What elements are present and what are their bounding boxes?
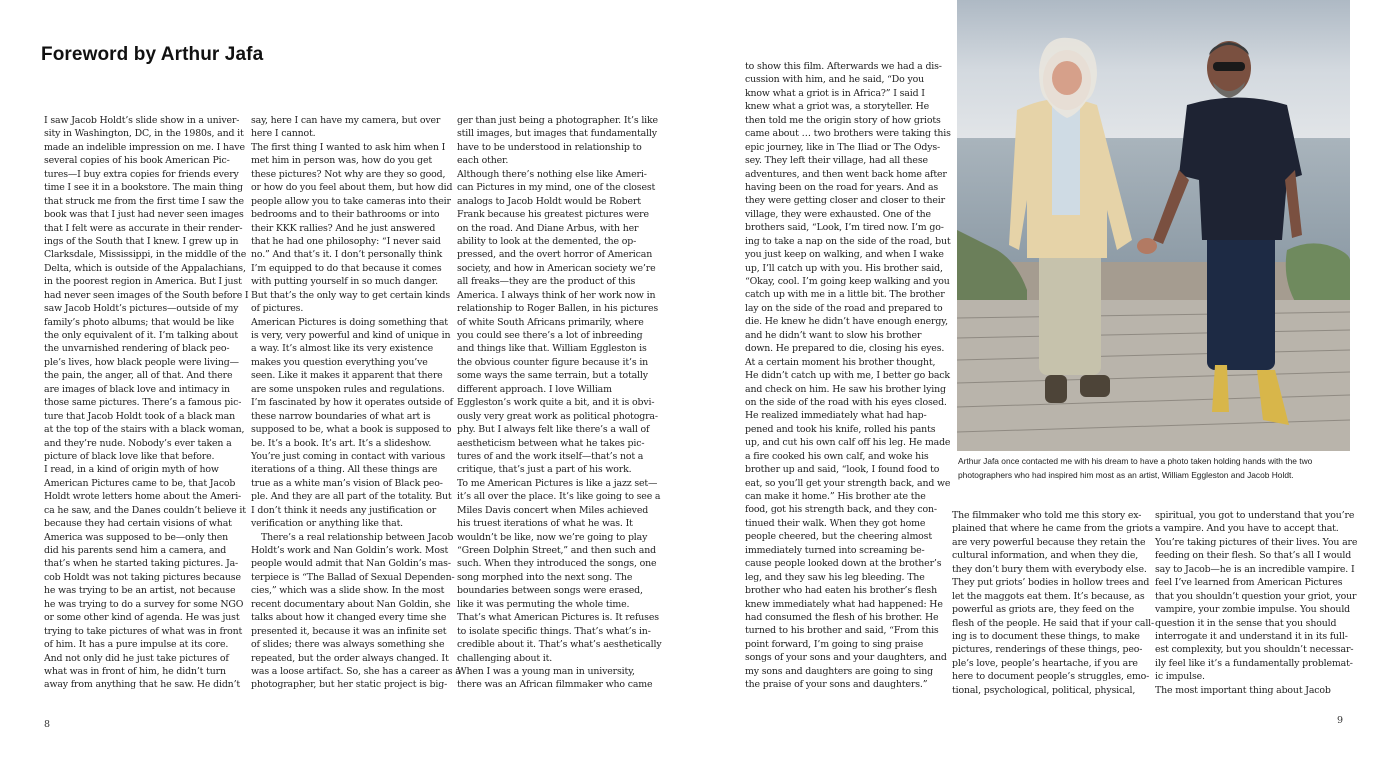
text-line: There’s a real relationship between Jacob <box>261 531 454 543</box>
text-line: He realized immediately what had hap- <box>745 410 927 422</box>
text-line: people would admit that Nan Goldin’s mas- <box>251 558 451 570</box>
text-line: trying to take pictures of what was in front <box>44 625 243 637</box>
text-line: ic impulse. <box>1155 671 1205 683</box>
text-column-1 <box>44 114 249 692</box>
foreword-title: Foreword by Arthur Jafa <box>41 44 264 65</box>
text-line: saw Jacob Holdt’s pictures—outside of my <box>44 303 239 315</box>
text-line: society, and how in American society we’re <box>457 262 656 274</box>
text-line: that’s when he started taking pictures. Ja- <box>44 558 239 570</box>
text-line: to show this film. Afterwards we had a dis- <box>745 61 942 72</box>
photo-jafa-holdt <box>957 0 1350 451</box>
text-line: several copies of his book American Pic- <box>44 155 230 167</box>
text-line: they were getting closer and closer to their <box>745 195 945 207</box>
caption-line-2: photographers who had inspired him most as an artist, William Eggleston and Jacob Holdt. <box>958 469 1294 480</box>
text-line: was a loose artifact. So, she has a career as a <box>251 665 461 677</box>
text-line: or some other kind of agenda. He was just <box>44 612 240 624</box>
text-line: American Pictures is doing something that <box>251 316 448 328</box>
text-line: they don’t bury them with everybody else. <box>952 563 1147 575</box>
text-line: true as a white man’s vision of Black peo- <box>251 477 443 489</box>
text-line: turned to his brother and said, “From this <box>745 625 939 637</box>
text-line: I don’t think it needs any justification or <box>251 504 437 516</box>
text-line: tures of and the work itself—that’s not a <box>457 450 644 462</box>
text-line: ability to look at the demented, the op- <box>457 235 637 247</box>
text-line: be. It’s a book. It’s art. It’s a slideshow. <box>251 437 432 449</box>
text-line: But that’s the only way to get certain kinds <box>251 289 451 301</box>
text-line: ing to take a nap on the side of the road, but <box>745 235 951 247</box>
text-line: did his parents send him a camera, and <box>44 545 227 556</box>
text-line: came about … two brothers were taking this <box>745 128 951 140</box>
text-line: let the maggots eat them. It’s because, as <box>952 590 1145 602</box>
foliage-right <box>1286 243 1350 305</box>
text-line: relationship to Roger Ballen, in his pictures <box>457 303 659 315</box>
text-line: are very powerful because they retain the <box>952 536 1146 548</box>
text-column-5 <box>952 509 1155 697</box>
text-line: The filmmaker who told me this story ex- <box>952 510 1142 521</box>
text-line: That’s what American Pictures is. It refuses <box>457 612 659 624</box>
text-line: adventures, and then went back home after <box>745 168 947 180</box>
text-line: spiritual, you got to understand that you’re <box>1155 510 1355 521</box>
text-line: made an indelible impression on me. I have <box>44 141 245 153</box>
text-line: cause people looked down at the brother’s <box>745 558 942 570</box>
text-line: “Okay, cool. I’m going keep walking and you <box>745 276 950 287</box>
text-line: here I cannot. <box>251 128 316 140</box>
text-line: away from anything that he saw. He didn’t <box>44 679 241 691</box>
text-line: The first thing I wanted to ask him when I <box>251 141 446 153</box>
text-line: can make it home.” His brother ate the <box>745 491 926 502</box>
clasped-hands <box>1137 238 1157 254</box>
text-line: knew immediately what had happened: He <box>745 598 943 610</box>
text-line: feel I’ve learned from American Pictures <box>1155 577 1343 589</box>
text-line: still images, but images that fundamentally <box>457 128 657 140</box>
text-column-6 <box>1155 509 1358 697</box>
text-line: ing is to document these things, to make <box>952 630 1140 642</box>
text-line: I read, in a kind of origin myth of how <box>44 464 219 476</box>
text-line: you just keep on walking, and when I wake <box>745 249 944 261</box>
text-line: pened and took his knife, rolled his pants <box>745 423 936 435</box>
text-line: pressed, and the overt horror of American <box>457 249 653 261</box>
text-line: people cheered, but the cheering almost <box>745 531 932 543</box>
text-line: interrogate it and understand it in its full- <box>1155 630 1348 642</box>
text-line: their KKK rallies? And he just answered <box>251 222 436 234</box>
text-line: feeding on their flesh. So that’s all I would <box>1155 550 1352 562</box>
sky <box>957 0 1350 140</box>
page-number-right: 9 <box>1337 715 1344 726</box>
text-line: You’re taking pictures of their lives. You are <box>1155 536 1358 548</box>
text-line: cob Holdt was not taking pictures because <box>44 571 241 583</box>
text-line: the obvious counter figure because it’s in <box>457 356 649 368</box>
text-line: You’re just coming in contact with various <box>251 450 446 462</box>
text-line: America. I always think of her work now in <box>457 289 656 301</box>
text-line: having been on the road for years. And as <box>745 181 939 193</box>
text-line: like it was permuting the whole time. <box>457 598 630 610</box>
text-line: brothers said, “Look, I’m tired now. I’m go- <box>745 222 944 234</box>
text-line: you could see there’s a lot of inbreeding <box>457 330 643 341</box>
text-line: wouldn’t be like, now we’re going to play <box>457 531 648 543</box>
text-line: recent documentary about Nan Goldin, she <box>251 598 451 610</box>
text-line: challenging about it. <box>457 652 553 664</box>
text-line: up, and cut his own calf off his leg. He made <box>745 437 951 449</box>
text-line: and check on him. He saw his brother lying <box>745 383 946 395</box>
text-column-2 <box>251 114 461 692</box>
text-line: that you shouldn’t question your griot, your <box>1155 590 1357 602</box>
text-line: that I felt were as accurate in their render- <box>44 222 243 234</box>
text-line: song morphed into the next song. The <box>457 571 633 583</box>
text-line: epic journey, like in The Iliad or The Odys- <box>745 141 941 153</box>
text-line: die. He knew he didn’t have enough energy, <box>745 316 948 328</box>
text-line: at the top of the stairs with a black woman, <box>44 424 245 436</box>
text-line: what was in front of him, he didn’t turn <box>44 665 226 677</box>
text-line: his truest iterations of what he was. It <box>457 518 633 530</box>
text-line: ously very great work as political photogra- <box>457 410 658 422</box>
text-line: picture of black love like that before. <box>44 450 215 462</box>
text-line: some ways the same terrain, but a totally <box>457 370 648 382</box>
text-line: all freaks—they are the product of this <box>457 276 636 288</box>
text-line: credible about it. That’s what’s aesthetically <box>457 639 662 651</box>
text-line: and things like that. William Eggleston is <box>457 343 647 355</box>
text-line: Holdt wrote letters home about the Ameri- <box>44 491 242 503</box>
text-line: They put griots’ bodies in hollow trees and <box>952 577 1150 589</box>
text-line: of him. It has a pure impulse at its core. <box>44 639 229 651</box>
text-line: cussion with him, and he said, “Do you <box>745 74 925 86</box>
text-line: that struck me from the first time I saw the <box>44 195 244 207</box>
text-line: ple’s lives, how black people were living— <box>44 356 239 368</box>
text-line: powerful as griots are, they feed on the <box>952 604 1135 616</box>
text-line: to isolate specific things. That’s what’s in- <box>457 625 651 637</box>
text-line: ca he saw, and the Danes couldn’t believe it <box>44 504 246 516</box>
text-line: he was trying to be an artist, not because <box>44 585 236 597</box>
text-line: are images of black love and intimacy in <box>44 383 230 395</box>
text-line: photographer, but her static project is big- <box>251 679 448 691</box>
text-line: knew what a griot was, a storyteller. He <box>745 101 930 113</box>
text-line: say to Jacob—he is an incredible vampire. I <box>1155 563 1355 575</box>
text-line: no.” And that’s it. I don’t personally think <box>251 249 443 261</box>
text-line: leg, and they saw his leg bleeding. The <box>745 571 925 583</box>
text-line: the unvarnished rendering of black peo- <box>44 343 230 355</box>
text-line: these narrow boundaries of what art is <box>251 410 431 422</box>
text-line: had consumed the flesh of his brother. He <box>745 611 939 623</box>
text-line: ture that Jacob Holdt took of a black man <box>44 410 235 422</box>
text-line: met him in person was, how do you get <box>251 155 433 167</box>
photo-caption <box>958 455 1358 482</box>
text-line: the praise of your sons and daughters.” <box>745 679 928 691</box>
text-line: the only equivalent of it. I’m talking about <box>44 330 238 341</box>
text-line: sey. They left their village, had all these <box>745 155 928 167</box>
text-line: plained that where he came from the griots <box>952 523 1153 535</box>
text-line: is very, very powerful and kind of unique in <box>251 330 451 341</box>
text-line: of slides; there was always something she <box>251 639 445 651</box>
text-line: cultural information, and when they die, <box>952 550 1139 562</box>
text-line: say, here I can have my camera, but over <box>251 115 441 126</box>
text-line: aestheticism between what he takes pic- <box>457 437 645 449</box>
text-line: flesh of the people. He said that if your call- <box>952 617 1155 629</box>
text-line: verification or anything like that. <box>251 518 404 530</box>
text-line: these pictures? Not why are they so good, <box>251 168 446 180</box>
text-line: ily feel like it’s a fundamentally problemat- <box>1155 657 1353 669</box>
text-line: had never seen images of the South before I <box>44 289 249 301</box>
text-line: my sons and daughters are going to sing <box>745 665 933 677</box>
text-line: brother up and said, “look, I found food to <box>745 464 940 476</box>
text-column-4 <box>745 60 951 692</box>
text-line: people allow you to take cameras into their <box>251 195 451 207</box>
text-line: Clarksdale, Mississippi, in the middle of the <box>44 249 247 261</box>
text-line: tional, psychological, political, physical, <box>952 684 1136 696</box>
text-line: vampire, your zombie impulse. You should <box>1155 604 1351 616</box>
photo-illustration <box>957 0 1350 451</box>
text-line: I’m fascinated by how it operates outside of <box>251 397 453 409</box>
text-line: presented it, because it was an infinite set <box>251 625 447 637</box>
text-line: or how do you feel about them, but how did <box>251 182 453 194</box>
text-line: He didn’t catch up with me, I better go back <box>745 370 950 382</box>
text-line: a fire cooked his own calf, and woke his <box>745 450 929 462</box>
text-line: makes you question everything you’ve <box>251 356 428 368</box>
text-line: have to be understood in relationship to <box>457 141 642 153</box>
deck <box>957 300 1350 451</box>
text-line: brother who had eaten his brother’s flesh <box>745 585 937 597</box>
text-line: America was supposed to be—only then <box>44 531 229 543</box>
text-line: lay on the side of the road and prepared to <box>745 302 943 314</box>
text-line: terpiece is “The Ballad of Sexual Dependen- <box>251 571 455 583</box>
text-line: of white South Africans primarily, where <box>457 316 644 328</box>
text-line: repeated, but the order always changed. It <box>251 652 449 664</box>
text-line: immediately turned into screaming be- <box>745 544 925 556</box>
text-line: And not only did he just take pictures of <box>44 652 229 664</box>
text-line: phy. But I always felt like there’s a wall of <box>457 424 650 436</box>
text-line: he was trying to do a survey for some NGO <box>44 598 244 610</box>
text-column-3 <box>457 114 662 692</box>
text-line: a vampire. And you have to accept that. <box>1155 523 1339 535</box>
text-line: time I see it in a bookstore. The main thing <box>44 182 243 194</box>
text-line: iterations of a thing. All these things are <box>251 464 438 476</box>
text-line: ings of the South that I knew. I grew up in <box>44 235 239 247</box>
text-line: boundaries between songs were erased, <box>457 585 643 597</box>
text-line: a way. It’s almost like its very existence <box>251 343 433 355</box>
text-line: family’s photo albums; that would be like <box>44 316 234 328</box>
text-line: I saw Jacob Holdt’s slide show in a univer- <box>44 115 240 126</box>
text-line: know what a griot is in Africa?” I said I <box>745 87 925 99</box>
text-line: catch up with me in a little bit. The brother <box>745 289 945 301</box>
text-line: ger than just being a photographer. It’s like <box>457 115 658 126</box>
page-number-left: 8 <box>44 719 51 730</box>
caption-line-1: Arthur Jafa once contacted me with his dream to have a photo taken holding hands with the two <box>958 456 1313 466</box>
text-line: tures—I buy extra copies for friends every <box>44 168 239 180</box>
text-line: up, I’ll catch up with you. His brother said, <box>745 262 943 274</box>
text-line: cies,” which was a slide show. In the most <box>251 585 445 597</box>
text-line: The most important thing about Jacob <box>1155 684 1331 696</box>
text-line: point forward, I’m going to sing praise <box>745 638 924 650</box>
text-line: pictures, renderings of these things, peo- <box>952 644 1143 656</box>
text-line: on the road. And Diane Arbus, with her <box>457 222 639 234</box>
text-line: are some unspoken rules and regulations. <box>251 383 445 395</box>
text-line: “Green Dolphin Street,” and then such and <box>457 545 656 556</box>
text-line: it’s all over the place. It’s like going to see a <box>457 491 661 503</box>
text-line: Although there’s nothing else like Ameri- <box>457 168 647 180</box>
text-line: village, they were exhausted. One of the <box>745 208 931 220</box>
text-line: down. He prepared to die, closing his eyes. <box>745 343 945 355</box>
text-line: Frank because his greatest pictures were <box>457 209 649 221</box>
text-line: of pictures. <box>251 303 304 315</box>
text-line: analogs to Jacob Holdt would be Robert <box>457 195 641 207</box>
text-line: songs of your sons and your daughters, and <box>745 652 947 664</box>
text-line: on the side of the road with his eyes closed. <box>745 396 947 408</box>
text-line: When I was a young man in university, <box>457 665 635 677</box>
text-line: here to document people’s struggles, emo- <box>952 671 1150 683</box>
text-line: Holdt’s work and Nan Goldin’s work. Most <box>251 545 449 556</box>
text-line: food, got his strength back, and they con- <box>745 504 937 516</box>
text-line: critique, that’s just a part of his work. <box>457 464 632 476</box>
text-line: different approach. I love William <box>457 383 612 395</box>
text-line: est complexity, but you shouldn’t necessar- <box>1155 644 1354 656</box>
text-line: question it in the sense that you should <box>1155 617 1337 629</box>
text-line: I’m equipped to do that because it comes <box>251 262 442 274</box>
text-line: each other. <box>457 155 509 167</box>
text-line: Eggleston’s work quite a bit, and it is obvi- <box>457 397 655 409</box>
text-line: with putting yourself in so much danger. <box>251 276 438 288</box>
text-line: sity in Washington, DC, in the 1980s, and it <box>44 128 244 140</box>
text-line: supposed to be, what a book is supposed to <box>251 424 452 436</box>
text-line: eat, so you’ll get your strength back, and we <box>745 477 951 489</box>
text-line: and they’re nude. Nobody’s ever taken a <box>44 437 232 449</box>
text-line: ple’s love, people’s heartache, if you are <box>952 657 1138 669</box>
text-line: the pain, the anger, all of that. And there <box>44 370 233 382</box>
text-line: seen. Like it makes it apparent that there <box>251 370 443 382</box>
text-line: American Pictures came to be, that Jacob <box>44 477 236 489</box>
text-line: there was an African filmmaker who came <box>457 679 653 691</box>
text-line: ple. And they are all part of the totality. But <box>251 491 452 503</box>
text-line: tinued their walk. When they got home <box>745 517 926 529</box>
text-line: and he didn’t want to slow his brother <box>745 329 922 341</box>
text-line: Miles Davis concert when Miles achieved <box>457 504 649 516</box>
text-line: those same pictures. There’s a famous pic- <box>44 397 242 409</box>
text-line: At a certain moment his brother thought, <box>745 356 936 368</box>
text-line: that he had one philosophy: “I never said <box>251 235 441 247</box>
text-line: talks about how it changed every time she <box>251 612 447 624</box>
text-line: book was that I just had never seen images <box>44 209 244 221</box>
text-line: can Pictures in my mind, one of the closest <box>457 182 656 194</box>
text-line: To me American Pictures is like a jazz set— <box>457 477 658 489</box>
text-line: then told me the origin story of how griots <box>745 114 941 126</box>
text-line: in the poorest region in America. But I just <box>44 276 242 288</box>
text-line: Delta, which is outside of the Appalachians, <box>44 262 246 274</box>
text-line: such. When they introduced the songs, one <box>457 558 657 570</box>
text-line: bedrooms and to their bathrooms or into <box>251 209 440 221</box>
text-line: because they had certain visions of what <box>44 518 232 530</box>
